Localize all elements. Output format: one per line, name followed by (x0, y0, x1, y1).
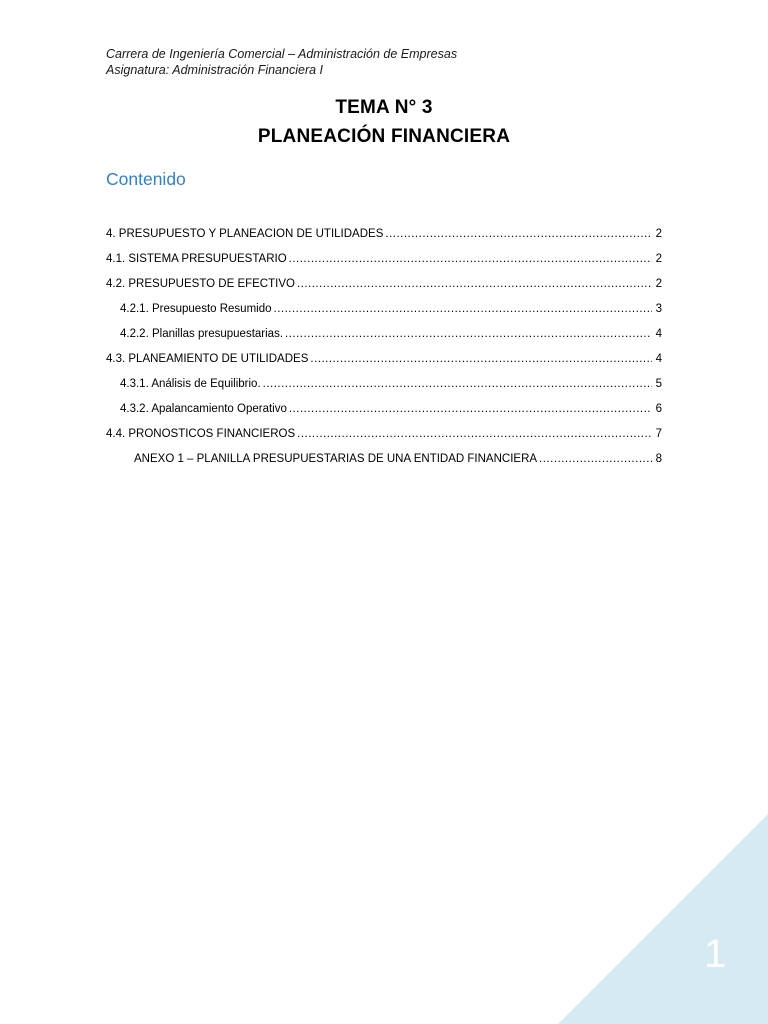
toc-entry-label: 4. PRESUPUESTO Y PLANEACION DE UTILIDADES (106, 228, 384, 240)
toc-entry-label: 4.1. SISTEMA PRESUPUESTARIO (106, 253, 287, 265)
toc-leader-dots (289, 247, 652, 272)
toc-entry[interactable] (106, 222, 662, 247)
contents-heading: Contenido (106, 169, 186, 189)
document-title (0, 93, 768, 151)
toc-entry-page: 8 (655, 453, 662, 465)
toc-entry[interactable] (106, 422, 662, 447)
toc-leader-dots (297, 272, 652, 297)
toc-leader-dots (385, 222, 652, 247)
toc-entry-label: 4.2.2. Planillas presupuestarias. (120, 328, 284, 340)
title-subject: PLANEACIÓN FINANCIERA (257, 126, 511, 147)
toc-entry-page: 5 (655, 378, 662, 390)
toc-leader-dots (289, 397, 652, 422)
toc-entry-page: 6 (655, 403, 662, 415)
toc-entry-page: 4 (655, 353, 662, 365)
toc-entry-page: 2 (655, 278, 662, 290)
document-header (106, 46, 457, 78)
toc-leader-dots (310, 347, 652, 372)
toc-entry[interactable] (106, 372, 662, 397)
corner-triangle-light (558, 814, 768, 1024)
toc-entry-page: 2 (655, 253, 662, 265)
toc-entry-page: 2 (655, 228, 662, 240)
toc-entry-label: 4.3.1. Análisis de Equilibrio. (120, 378, 261, 390)
title-topic: TEMA N° 3 (335, 97, 433, 118)
header-career: Carrera de Ingeniería Comercial – Administración de Empresas (106, 47, 458, 61)
toc-entry[interactable] (106, 297, 662, 322)
header-subject: Asignatura: Administración Financiera I (106, 63, 323, 77)
page-number: 1 (704, 932, 727, 976)
toc-entry[interactable] (106, 447, 662, 472)
toc-entry-label: ANEXO 1 – PLANILLA PRESUPUESTARIAS DE UNA ENTIDAD FINANCIERA (134, 453, 538, 465)
toc-entry-label: 4.3.2. Apalancamiento Operativo (120, 403, 287, 415)
toc-entry-page: 7 (655, 428, 662, 440)
toc-entry-label: 4.2.1. Presupuesto Resumido (120, 303, 272, 315)
toc-entry[interactable] (106, 247, 662, 272)
toc-entry-label: 4.2. PRESUPUESTO DE EFECTIVO (106, 278, 295, 290)
toc-leader-dots (274, 297, 652, 322)
toc-leader-dots (263, 372, 652, 397)
toc-entry[interactable] (106, 322, 662, 347)
toc-entry-label: 4.4. PRONOSTICOS FINANCIEROS (106, 428, 296, 440)
toc-entry[interactable] (106, 272, 662, 297)
toc-entry-label: 4.3. PLANEAMIENTO DE UTILIDADES (106, 353, 309, 365)
toc-entry[interactable] (106, 397, 662, 422)
toc-leader-dots (285, 322, 652, 347)
corner-decoration (558, 814, 768, 1024)
toc-leader-dots (539, 447, 652, 472)
toc-entry-page: 3 (655, 303, 662, 315)
toc-leader-dots (297, 422, 652, 447)
toc-entry-page: 4 (655, 328, 662, 340)
toc-entry[interactable] (106, 347, 662, 372)
table-of-contents (106, 222, 662, 472)
